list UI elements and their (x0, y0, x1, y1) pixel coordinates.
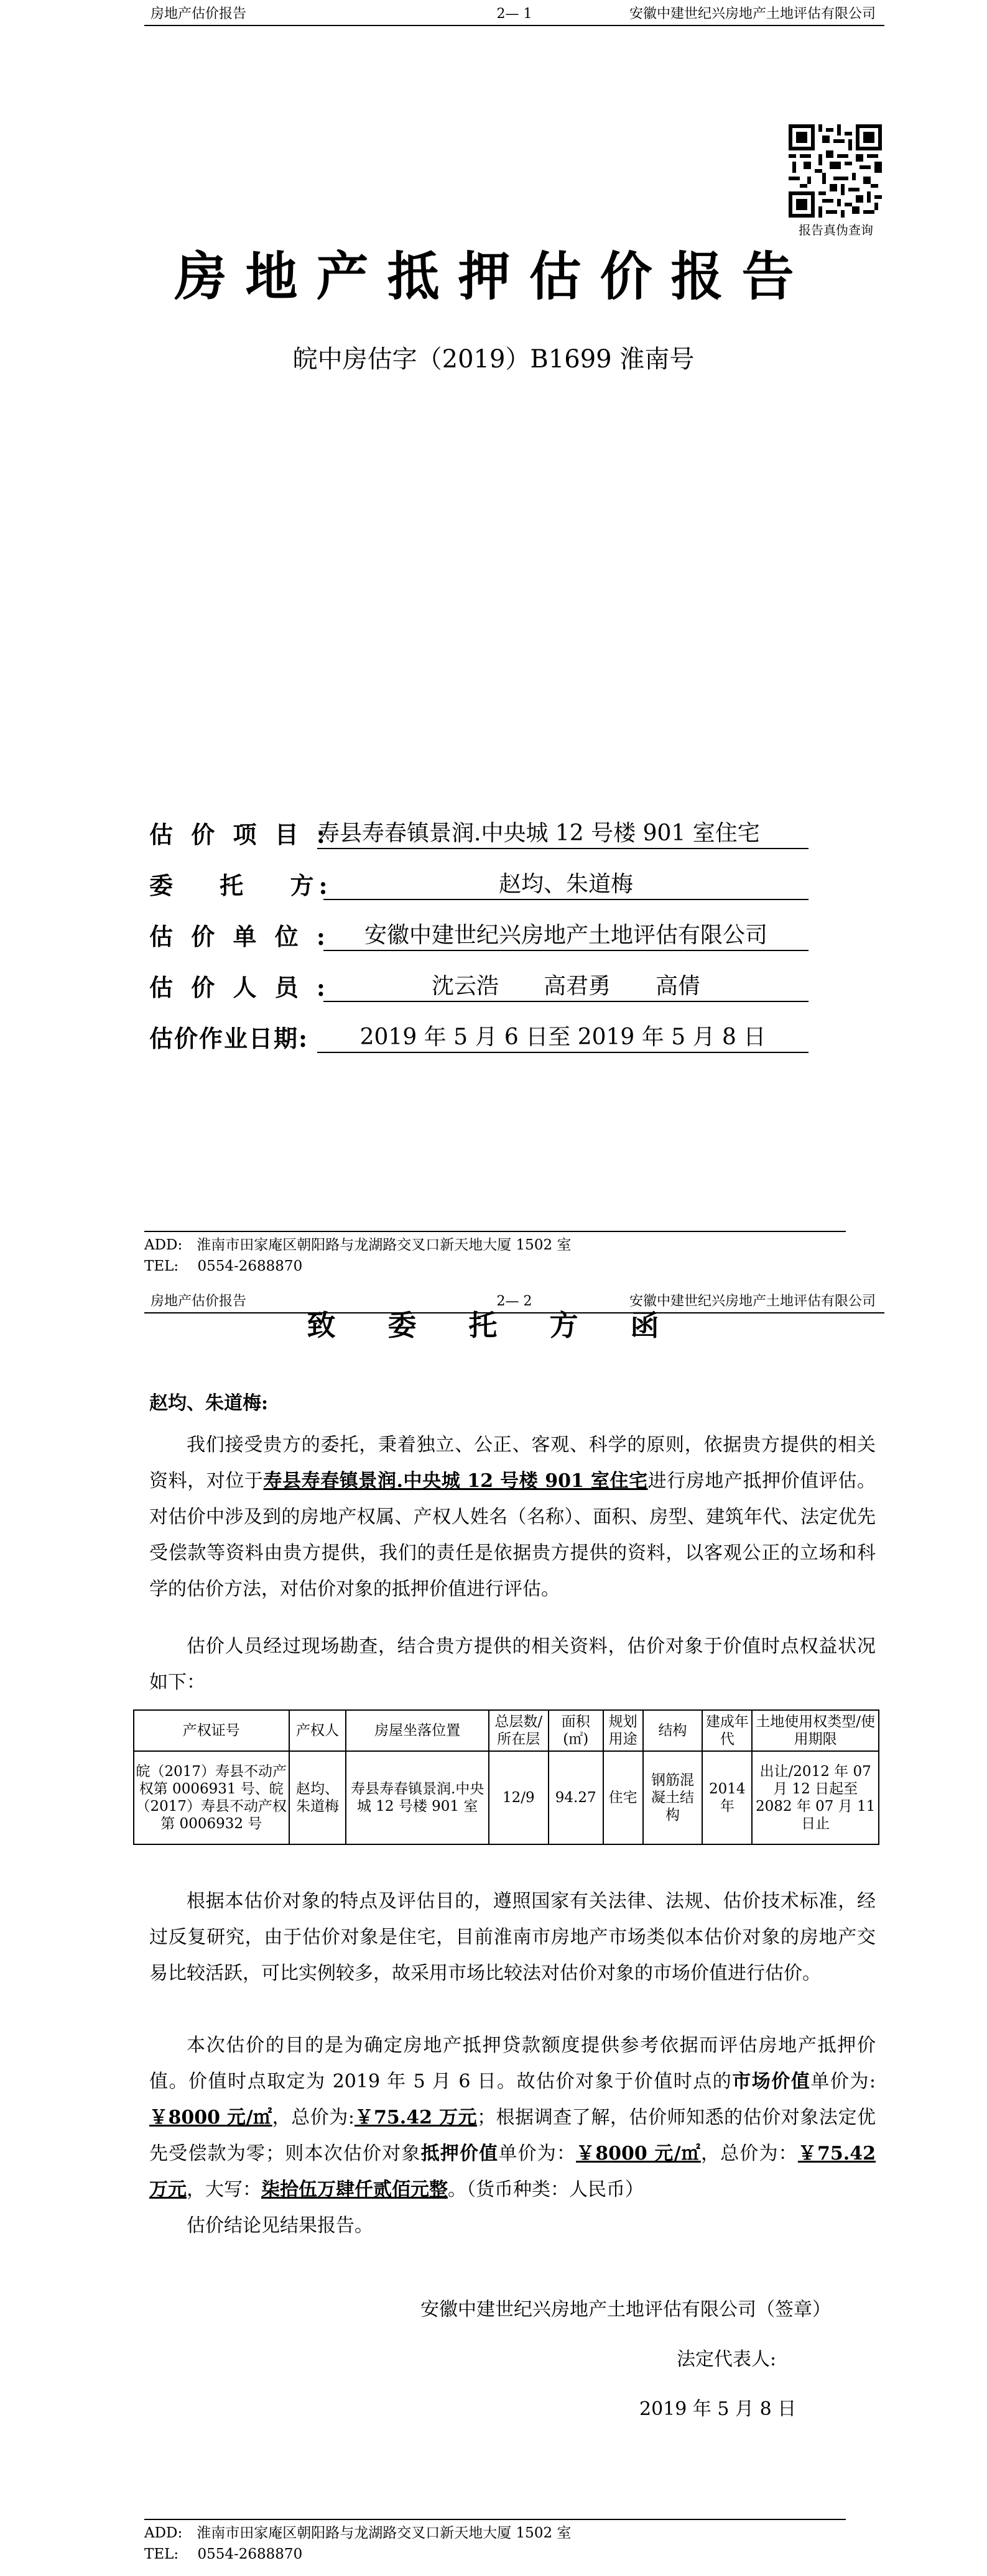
table-row (134, 1751, 879, 1844)
page-footer (144, 2519, 846, 2565)
footer-address: ADD: 淮南市田家庵区朝阳路与龙湖路交叉口新天地大厦 1502 室 (144, 2525, 572, 2541)
table-header-cell: 总层数/所在层 (489, 1710, 549, 1751)
mortgage-total-price: ￥75.42 万元 (149, 2143, 876, 2201)
qr-caption: 报告真伪查询 (799, 223, 873, 237)
letter-title: 致 委 托 方 函 (307, 1309, 680, 1342)
market-total-price: ￥75.42 万元 (354, 2107, 478, 2128)
letter-paragraph-2: 估价人员经过现场勘查，结合贵方提供的相关资料，估价对象于价值时点权益状况如下： (149, 1635, 876, 1693)
header-left: 房地产估价报告 (151, 1294, 247, 1309)
footer-address: ADD: 淮南市田家庵区朝阳路与龙湖路交叉口新天地大厦 1502 室 (144, 1237, 572, 1253)
market-value-label: 市场价值 (732, 2071, 811, 2092)
header-right: 安徽中建世纪兴房地产土地评估有限公司 (629, 6, 876, 22)
info-label: 委 托 方: (149, 872, 333, 899)
table-cell: 住宅 (603, 1751, 643, 1844)
info-label: 估 价 单 位 : (149, 922, 330, 950)
header-left: 房地产估价报告 (151, 6, 247, 22)
table-cell: 赵均、朱道梅 (289, 1751, 346, 1844)
info-label: 估 价 人 员 : (149, 973, 330, 1001)
table-cell: 皖（2017）寿县不动产权第 0006931 号、皖（2017）寿县不动产权第 0006932 号 (134, 1751, 289, 1844)
signature-company: 安徽中建世纪兴房地产土地评估有限公司（签章） (420, 2299, 831, 2321)
letter-paragraph-1: 我们接受贵方的委托，秉着独立、公正、客观、科学的原则，依据贵方提供的相关资料，对位于寿县寿春镇景润.中央城 12 号楼 901 室住宅进行房地产抵押价值评估。对估价中涉及到的房地产权属、产权人姓名（名称）、面积、房型、建筑年代、法定优先受偿款等资料由贵方提供，我们的责任是依据贵方提供的资料，以客观公正的立场和科学的估价方法，对估价对象的抵押价值进行评估。 (149, 1434, 876, 1600)
table-cell: 钢筋混凝土结构 (643, 1751, 703, 1844)
amount-in-words: 柒拾伍万肆仟贰佰元整 (261, 2179, 448, 2201)
table-cell: 2014 年 (702, 1751, 752, 1844)
signature-legal-rep: 法定代表人: (677, 2348, 777, 2370)
table-header-cell: 建成年代 (702, 1710, 752, 1751)
mortgage-unit-price: ￥8000 元/㎡ (576, 2143, 701, 2164)
table-header-row (134, 1710, 879, 1751)
page-1 (0, 0, 987, 1287)
header-right: 安徽中建世纪兴房地产土地评估有限公司 (629, 1294, 876, 1309)
footer-tel: TEL: 0554-2688870 (144, 2546, 303, 2562)
info-label: 估 价 项 目 : (149, 821, 330, 849)
table-header-cell: 结构 (643, 1710, 703, 1751)
table-header-cell: 产权证号 (134, 1710, 289, 1751)
table-cell: 12/9 (489, 1751, 549, 1844)
info-value: 2019 年 5 月 6 日至 2019 年 5 月 8 日 (317, 1023, 809, 1053)
info-value: 沈云浩 高君勇 高倩 (323, 972, 809, 1002)
header-page-number: 2— 2 (496, 1294, 532, 1309)
info-value: 赵均、朱道梅 (323, 870, 809, 900)
letter-paragraph-5: 估价结论见结果报告。 (187, 2215, 373, 2237)
table-header-cell: 面积(㎡) (549, 1710, 603, 1751)
table-header-cell: 房屋坐落位置 (346, 1710, 488, 1751)
qr-code-icon (789, 124, 882, 218)
info-value: 安徽中建世纪兴房地产土地评估有限公司 (323, 921, 809, 951)
letter-salutation: 赵均、朱道梅: (149, 1392, 269, 1414)
page-footer (144, 1231, 846, 1277)
mortgage-value-label: 抵押价值 (420, 2143, 499, 2164)
footer-tel: TEL: 0554-2688870 (144, 1258, 303, 1274)
report-title: 房地产抵押估价报告 (174, 246, 813, 307)
table-cell: 94.27 (549, 1751, 603, 1844)
letter-paragraph-3: 根据本估价对象的特点及评估目的，遵照国家有关法律、法规、估价技术标准，经过反复研究，由于估价对象是住宅，目前淮南市房地产市场类似本估价对象的房地产交易比较活跃，可比实例较多，故采用市场比较法对估价对象的市场价值进行估价。 (149, 1890, 876, 1984)
header-page-number: 2— 1 (496, 6, 532, 22)
property-location: 寿县寿春镇景润.中央城 12 号楼 901 室住宅 (263, 1470, 648, 1492)
letter-paragraph-4: 本次估价的目的是为确定房地产抵押贷款额度提供参考依据而评估房地产抵押价值。价值时点取定为 2019 年 5 月 6 日。故估价对象于价值时点的市场价值单价为:￥8000 元/㎡，总价为:￥75.42 万元；根据调查了解，估价师知悉的估价对象法定优先受偿款为零；则本次估价对象抵押价值单价为：￥8000 元/㎡，总价为：￥75.42 万元，大写：柒拾伍万肆仟贰佰元整。（货币种类：人民币） (149, 2035, 876, 2201)
table-cell: 出让/2012 年 07 月 12 日起至 2082 年 07 月 11 日止 (752, 1751, 879, 1844)
market-unit-price: ￥8000 元/㎡ (149, 2107, 272, 2128)
info-label: 估价作业日期: (149, 1024, 309, 1052)
table-cell: 寿县寿春镇景润.中央城 12 号楼 901 室 (346, 1751, 488, 1844)
table-header-cell: 规划用途 (603, 1710, 643, 1751)
signature-date: 2019 年 5 月 8 日 (639, 2398, 797, 2420)
page-header (144, 4, 884, 26)
table-header-cell: 土地使用权类型/使用期限 (752, 1710, 879, 1751)
table-header-cell: 产权人 (289, 1710, 346, 1751)
document-number: 皖中房估字（2019）B1699 淮南号 (292, 345, 695, 374)
info-value: 寿县寿春镇景润.中央城 12 号楼 901 室住宅 (317, 819, 809, 849)
property-table (133, 1709, 879, 1845)
